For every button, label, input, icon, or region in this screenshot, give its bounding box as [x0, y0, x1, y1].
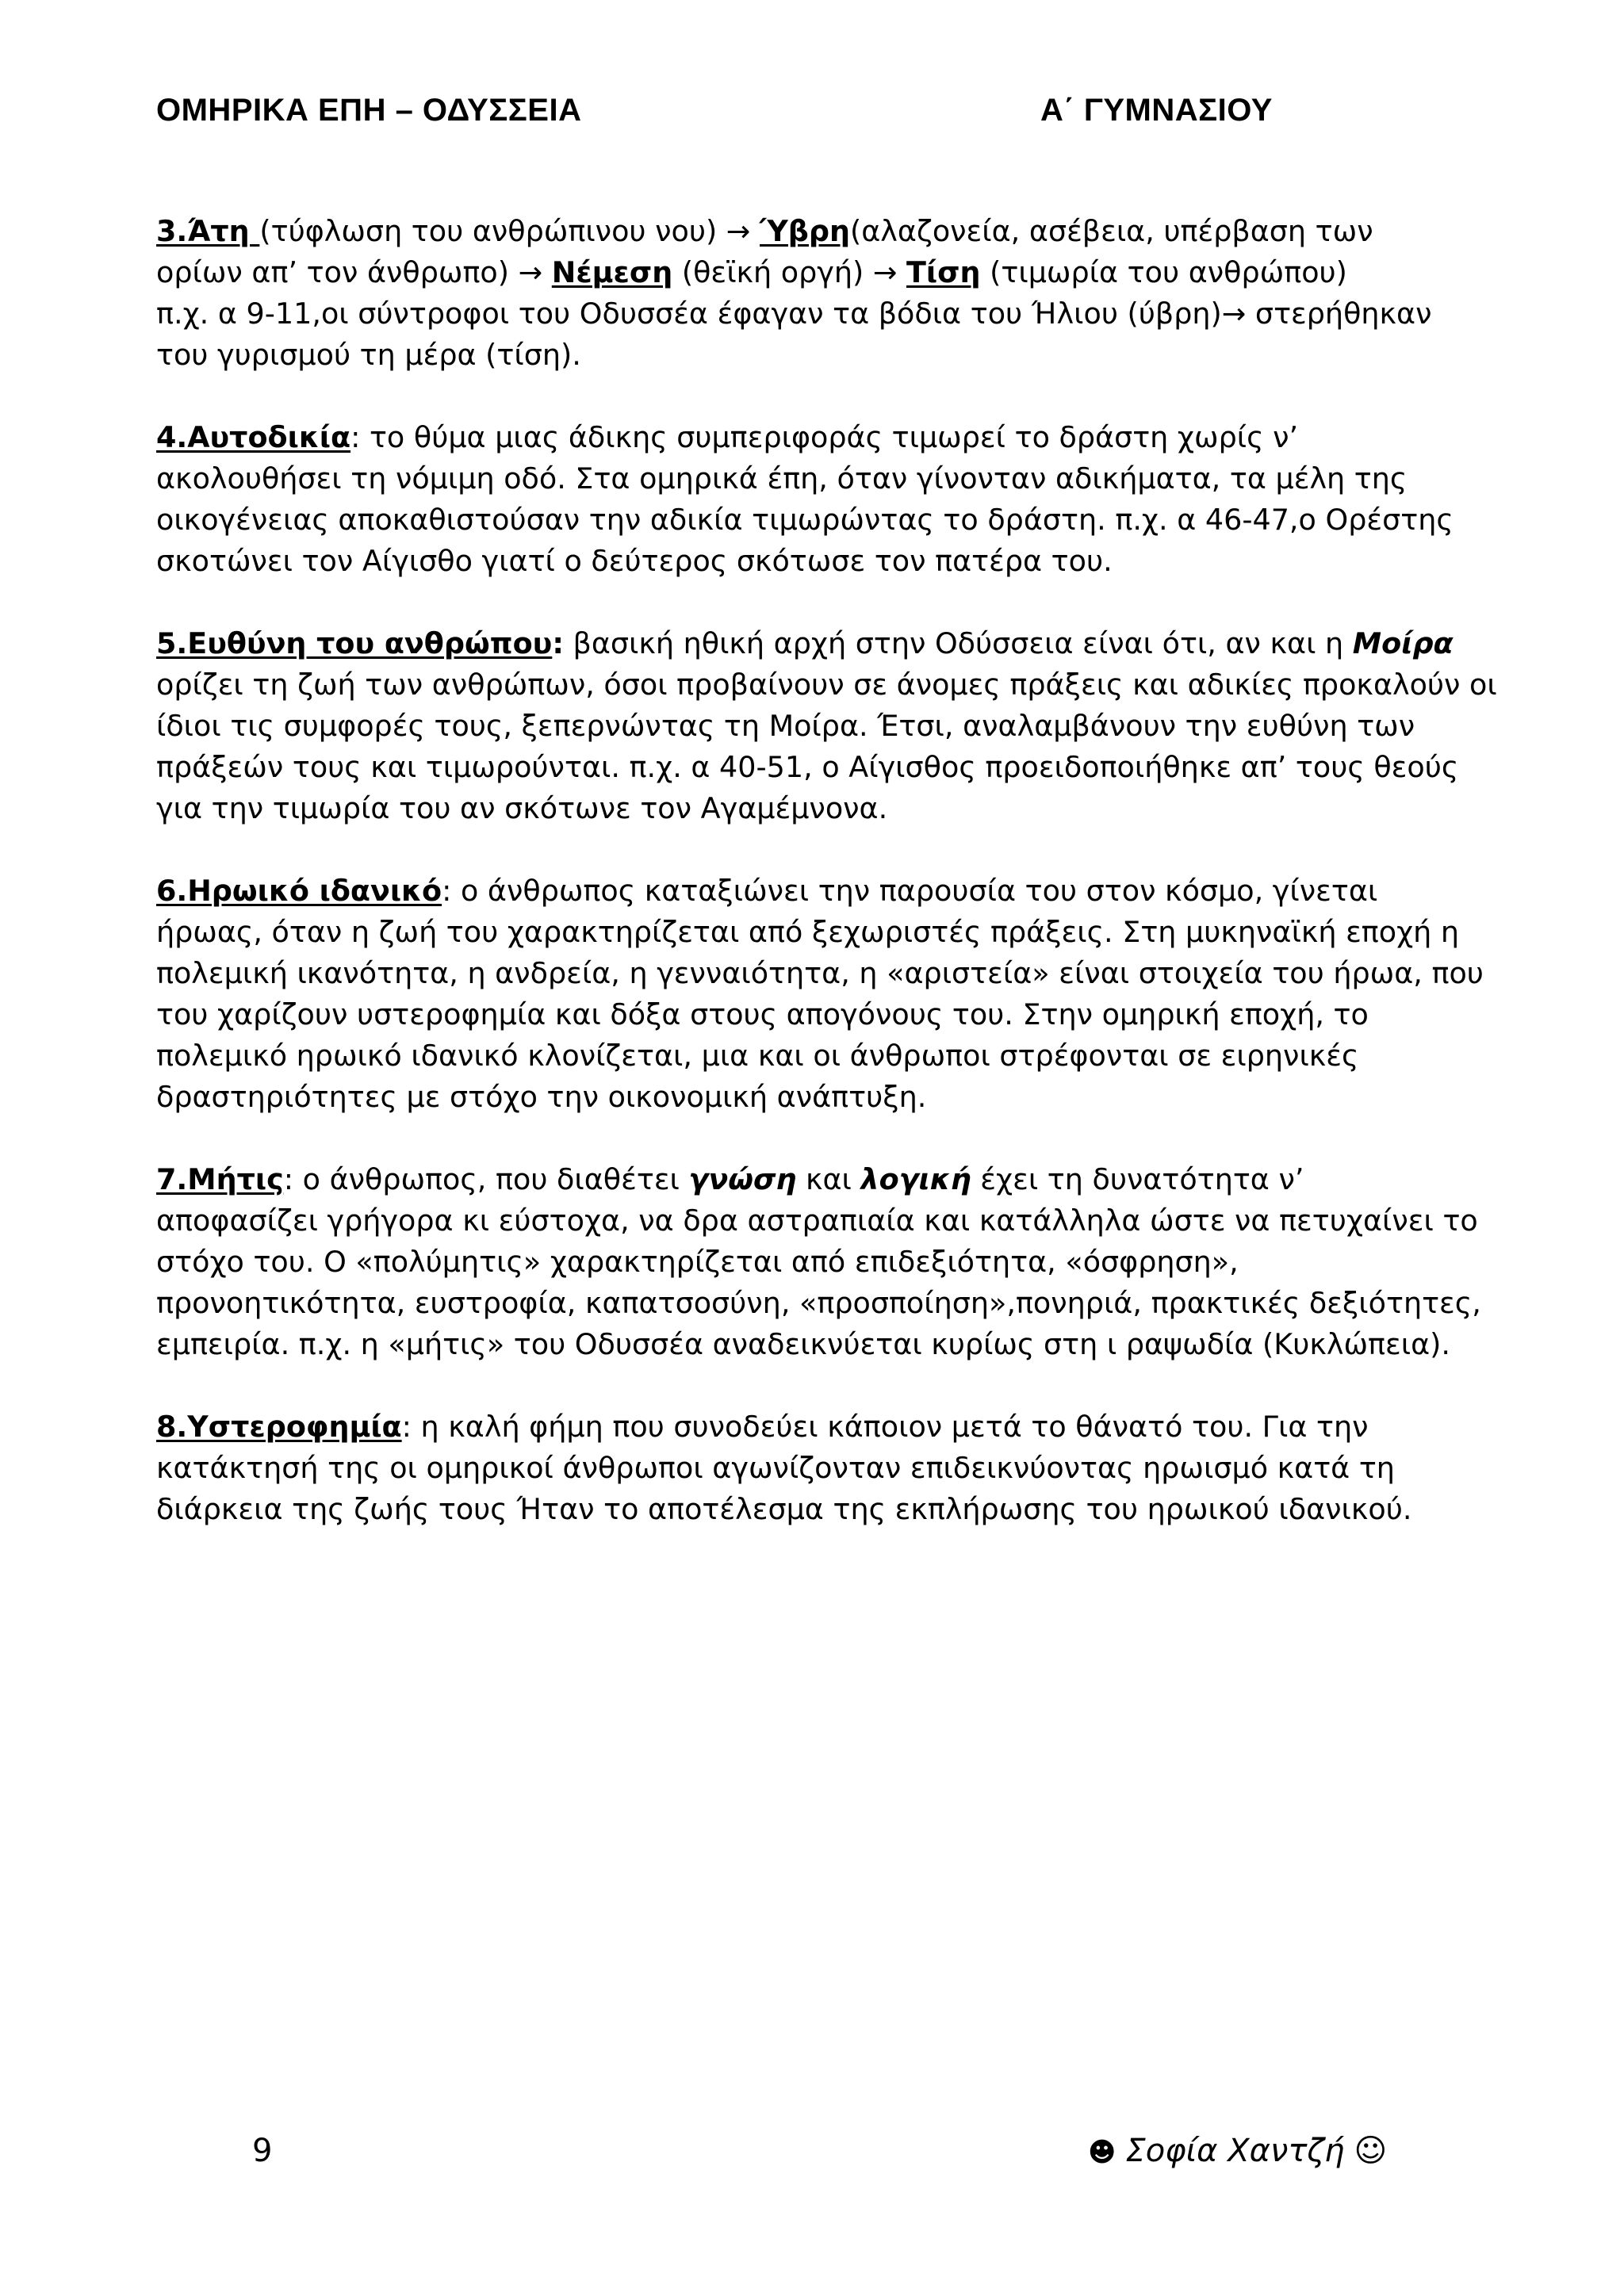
section-line: του γυρισμού τη μέρα (τίση). [156, 338, 581, 372]
text-run: : το θύμα μιας άδικης συμπεριφοράς τιμωρεί το δράστη χωρίς ν’ [350, 420, 1299, 454]
section-responsibility [156, 623, 1496, 829]
text-run: έχει τη δυνατότητα ν’ [971, 1162, 1304, 1196]
section-line: για την τιμωρία του αν σκότωνε τον Αγαμέμνονα. [156, 791, 888, 825]
text-run: (αλαζονεία, ασέβεια, υπέρβαση των [850, 214, 1373, 248]
section-heading: 3.Άτη [156, 214, 260, 248]
author-signature [1088, 2133, 1387, 2169]
smiley-solid-icon: ☻ [1088, 2137, 1116, 2168]
section-line: του χαρίζουν υστεροφημία και δόξα στους απογόνους του. Στην ομηρική εποχή, το [156, 997, 1369, 1031]
section-heading: 8.Υστεροφημία [156, 1410, 402, 1444]
section-line: διάρκεια της ζωής τους Ήταν το αποτέλεσμα της εκπλήρωσης του ηρωικού ιδανικού. [156, 1492, 1412, 1526]
text-run: : ο άνθρωπος καταξιώνει την παρουσία του στον κόσμο, γίνεται [442, 874, 1378, 908]
section-line: π.χ. α 9-11,οι σύντροφοι του Οδυσσέα έφαγαν τα βόδια του Ήλιου (ύβρη)→ στερήθηκαν [156, 297, 1432, 331]
term-tisis: Τίση [906, 255, 981, 289]
section-line: πολεμικό ηρωικό ιδανικό κλονίζεται, μια και οι άνθρωποι στρέφονται σε ειρηνικές [156, 1039, 1359, 1073]
section-line: πράξεών τους και τιμωρούνται. π.χ. α 40-51, ο Αίγισθος προειδοποιήθηκε απ’ τους θεούς [156, 750, 1459, 784]
section-line [156, 623, 1496, 664]
text-run: ορίων απ’ τον άνθρωπο) → [156, 255, 552, 289]
emphasis-logiki: λογική [860, 1162, 971, 1196]
main-content [156, 211, 1496, 1571]
section-metis [156, 1159, 1496, 1365]
section-heading: 4.Αυτοδικία [156, 420, 351, 454]
section-heroic-ideal [156, 871, 1496, 1118]
section-ate [156, 211, 1496, 376]
header-class: Α΄ ΓΥΜΝΑΣΙΟΥ [1040, 93, 1273, 128]
section-line: ακολουθήσει τη νόμιμη οδό. Στα ομηρικά έπη, όταν γίνονταν αδικήματα, τα μέλη της [156, 461, 1408, 496]
term-nemesis: Νέμεση [551, 255, 673, 289]
text-run: : [552, 626, 564, 660]
section-line: κατάκτησή της οι ομηρικοί άνθρωποι αγωνίζονταν επιδεικνύοντας ηρωισμό κατά τη [156, 1451, 1395, 1485]
text-run: : ο άνθρωπος, που διαθέτει [283, 1162, 689, 1196]
section-line: δραστηριότητες με στόχο την οικονομική ανάπτυξη. [156, 1080, 927, 1114]
text-run: (τύφλωση του ανθρώπινου νου) → [259, 214, 760, 248]
text-run: (τιμωρία του ανθρώπου) [980, 255, 1347, 289]
section-line [156, 252, 1496, 293]
section-heading: 7.Μήτις [156, 1162, 284, 1196]
text-run: : η καλή φήμη που συνοδεύει κάποιον μετά το θάνατό του. Για την [401, 1410, 1369, 1444]
section-line [156, 417, 1496, 458]
term-hybris: Ύβρη [759, 214, 850, 248]
text-run: βασική ηθική αρχή στην Οδύσσεια είναι ότι, αν και η [563, 626, 1353, 660]
emphasis-gnosi: γνώση [688, 1162, 797, 1196]
header-title: ΟΜΗΡΙΚΑ ΕΠΗ – ΟΔΥΣΣΕΙΑ [156, 93, 582, 128]
section-line: πολεμική ικανότητα, η ανδρεία, η γενναιότητα, η «αριστεία» είναι στοιχεία του ήρωα, που [156, 956, 1484, 990]
emphasis-moira: Μοίρα [1352, 626, 1454, 660]
text-run: (θεϊκή οργή) → [672, 255, 907, 289]
smiley-outline-icon: ☺ [1354, 2133, 1388, 2169]
section-autodikia [156, 417, 1496, 582]
section-heading: 6.Ηρωικό ιδανικό [156, 874, 442, 908]
section-heading: 5.Ευθύνη του ανθρώπου [156, 626, 553, 660]
section-line: προνοητικότητα, ευστροφία, καπατσοσύνη, «προσποίηση»,πονηριά, πρακτικές δεξιότητες, [156, 1286, 1481, 1320]
section-line [156, 871, 1496, 912]
section-posthumous-fame [156, 1406, 1496, 1530]
section-line: οικογένειας αποκαθιστούσαν την αδικία τιμωρώντας το δράστη. π.χ. α 46-47,ο Ορέστης [156, 503, 1454, 537]
page-number: 9 [252, 2133, 273, 2169]
text-run: και [796, 1162, 861, 1196]
section-line [156, 1159, 1496, 1200]
section-line: στόχο του. Ο «πολύμητις» χαρακτηρίζεται από επιδεξιότητα, «όσφρηση», [156, 1245, 1239, 1279]
section-line: εμπειρία. π.χ. η «μήτις» του Οδυσσέα αναδεικνύεται κυρίως στη ι ραψωδία (Κυκλώπεια). [156, 1327, 1450, 1361]
section-line [156, 211, 1496, 252]
section-line: σκοτώνει τον Αίγισθο γιατί ο δεύτερος σκότωσε τον πατέρα του. [156, 544, 1113, 578]
section-line [156, 1406, 1496, 1448]
section-line: ήρωας, όταν η ζωή του χαρακτηρίζεται από ξεχωριστές πράξεις. Στη μυκηναϊκή εποχή η [156, 915, 1460, 949]
author-name: Σοφία Χαντζή [1125, 2133, 1345, 2169]
section-line: ορίζει τη ζωή των ανθρώπων, όσοι προβαίνουν σε άνομες πράξεις και αδικίες προκαλούν οι [156, 668, 1497, 702]
section-line: αποφασίζει γρήγορα κι εύστοχα, να δρα αστραπιαία και κατάλληλα ώστε να πετυχαίνει το [156, 1203, 1478, 1238]
section-line: ίδιοι τις συμφορές τους, ξεπερνώντας τη Μοίρα. Έτσι, αναλαμβάνουν την ευθύνη των [156, 709, 1415, 743]
